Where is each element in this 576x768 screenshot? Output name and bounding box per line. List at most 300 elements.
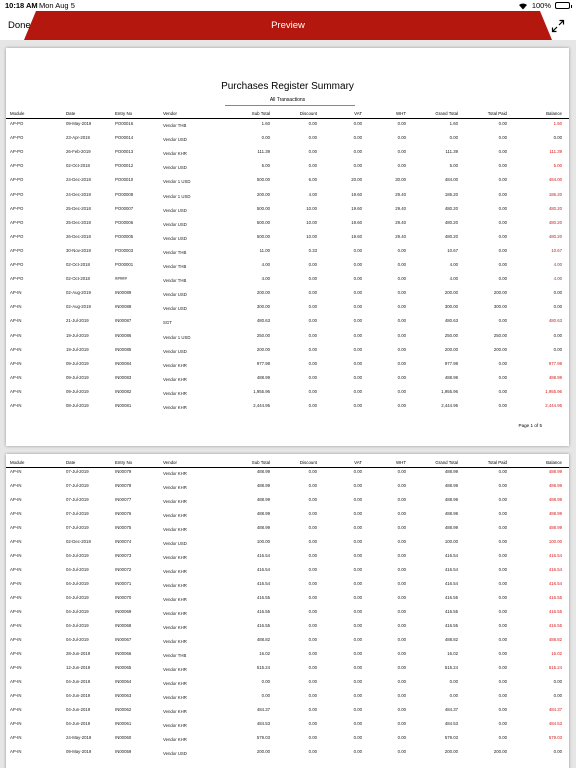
cell-vendor: Vendor KHR [163,485,187,490]
cell-balance: 111.39 [549,149,562,155]
cell-grand-total: 977.98 [444,360,458,366]
cell-vat: 0.00 [353,304,362,310]
cell-module: AP-IN [10,360,22,366]
cell-vat: 0.00 [353,553,362,558]
cell-discount: 6.00 [308,177,317,183]
cell-vat: 0.00 [353,595,362,600]
cell-date: 26-Dec-2018 [66,233,91,239]
cell-date: 28-Jun-2019 [66,651,91,656]
cell-discount: 0.00 [308,262,317,267]
cell-entry-no: IN00061 [115,721,132,726]
cell-sub-total: 488.99 [256,497,270,502]
cell-vendor: Vendor USD [163,207,187,213]
cell-wht: 0.00 [397,121,406,126]
cell-wht: 0.00 [397,290,406,296]
cell-date: 24-Dec-2018 [66,177,91,183]
cell-module: AP-IN [10,749,22,754]
cell-balance: 2,444.95 [545,403,562,408]
cell-entry-no: IN00076 [115,511,132,516]
cell-grand-total: 4.00 [449,262,458,267]
cell-balance: 186.20 [548,191,562,197]
cell-vat: 20.00 [351,177,362,183]
cell-balance: 488.82 [548,637,562,642]
cell-grand-total: 416.54 [444,581,458,586]
cell-wht: 0.00 [397,332,406,338]
cell-wht: 0.00 [397,567,406,572]
cell-entry-no: IN00073 [115,553,132,558]
table-row [6,623,569,633]
cell-discount: 0.00 [308,651,317,656]
cell-sub-total: 250.00 [256,332,270,338]
cell-total-paid: 0.00 [498,205,507,211]
cell-wht: 0.00 [397,679,406,684]
page-number: Page 1 of 5 [518,423,542,428]
cell-total-paid: 0.00 [498,149,507,155]
cell-wht: 0.00 [397,262,406,267]
cell-vat: 0.00 [353,346,362,352]
cell-date: 24-Dec-2018 [66,191,91,197]
cell-vendor: Vendor KHR [163,376,187,382]
col-balance: Balance [546,460,562,465]
cell-module: AP-PO [10,233,24,239]
cell-discount: 0.00 [308,539,317,544]
cell-sub-total: 488.99 [256,374,270,380]
cell-balance: 480.20 [548,205,562,211]
cell-date: 09-Jul-2019 [66,360,89,366]
table-row [6,262,569,272]
cell-entry-no: PO00010 [115,177,134,183]
cell-grand-total: 480.20 [444,233,458,239]
cell-balance: 484.53 [548,721,562,726]
cell-vendor: Vendor USD [163,541,187,546]
cell-date: 07-Jul-2019 [66,525,89,530]
cell-date: 02-Oct-2018 [66,276,90,282]
cell-discount: 0.00 [308,581,317,586]
cell-wht: 0.00 [397,749,406,754]
cell-discount: 0.00 [308,318,317,324]
cell-module: AP-PO [10,276,24,282]
cell-balance: 977.98 [548,360,562,366]
cell-entry-no: IN00081 [115,403,132,408]
cell-discount: 0.00 [308,525,317,530]
cell-vendor: Vendor THB [163,123,187,128]
report-page-2 [6,454,569,768]
cell-grand-total: 416.55 [444,623,458,628]
cell-module: AP-IN [10,469,22,474]
cell-date: 12-Jun-2019 [66,665,91,670]
table-row [6,192,569,202]
cell-date: 04-Jul-2019 [66,567,89,572]
done-button[interactable]: Done [8,20,31,31]
cell-grand-total: 250.00 [444,332,458,338]
cell-total-paid: 0.00 [498,651,507,656]
cell-sub-total: 484.53 [256,721,270,726]
cell-date: 04-Jul-2019 [66,581,89,586]
cell-sub-total: 515.24 [256,665,270,670]
cell-balance: 416.54 [548,581,562,586]
cell-vat: 19.60 [351,219,362,225]
cell-sub-total: 416.54 [256,553,270,558]
cell-total-paid: 0.00 [498,497,507,502]
cell-module: AP-PO [10,262,24,267]
cell-sub-total: 0.00 [261,679,270,684]
cell-wht: 0.00 [397,304,406,310]
table-row [6,333,569,343]
table-row [6,721,569,731]
cell-balance: 0.00 [553,135,562,141]
cell-vat: 0.00 [353,511,362,516]
cell-discount: 0.00 [308,403,317,408]
cell-wht: 0.00 [397,374,406,380]
cell-grand-total: 484.53 [444,721,458,726]
cell-total-paid: 0.00 [498,609,507,614]
cell-discount: 0.00 [308,374,317,380]
expand-icon[interactable] [551,19,565,33]
cell-vendor: Vendor KHR [163,625,187,630]
cell-total-paid: 200.00 [493,346,507,352]
cell-entry-no: IN00066 [115,651,132,656]
cell-grand-total: 0.00 [449,135,458,141]
cell-discount: 0.00 [308,360,317,366]
cell-vat: 0.00 [353,332,362,338]
cell-date: 26-Feb-2019 [66,149,91,155]
cell-module: AP-IN [10,403,22,408]
cell-module: AP-IN [10,290,22,296]
cell-wht: 29.40 [395,233,406,239]
cell-grand-total: 200.00 [444,290,458,296]
cell-total-paid: 0.00 [498,191,507,197]
cell-wht: 0.00 [397,735,406,740]
cell-date: 21-Jul-2019 [66,318,89,324]
header-divider [6,467,569,468]
cell-discount: 0.00 [308,721,317,726]
cell-vendor: Vendor THB [163,249,187,255]
cell-total-paid: 0.00 [498,483,507,488]
cell-date: 24-May-2019 [66,735,92,740]
table-row [6,234,569,244]
document-viewer[interactable] [0,40,576,768]
cell-vat: 0.00 [353,135,362,141]
cell-balance: 4.00 [553,262,562,267]
cell-wht: 0.00 [397,135,406,141]
cell-wht: 29.40 [395,191,406,197]
cell-entry-no: IN00088 [115,304,132,310]
report-title: Purchases Register Summary [221,81,354,92]
cell-sub-total: 500.00 [256,177,270,183]
cell-discount: 0.00 [308,707,317,712]
cell-sub-total: 416.54 [256,581,270,586]
cell-date: 02-Oct-2018 [66,262,90,267]
cell-vat: 0.00 [353,693,362,698]
report-subtitle: All Transactions [269,97,306,103]
cell-balance: 1.60 [553,121,562,126]
table-row [6,497,569,507]
cell-vat: 0.00 [353,637,362,642]
cell-total-paid: 0.00 [498,318,507,324]
cell-wht: 0.00 [397,360,406,366]
cell-vat: 0.00 [353,623,362,628]
cell-total-paid: 0.00 [498,247,507,253]
cell-module: AP-IN [10,539,22,544]
cell-wht: 0.00 [397,149,406,155]
cell-grand-total: 186.20 [444,191,458,197]
table-row [6,318,569,328]
cell-wht: 0.00 [397,665,406,670]
cell-sub-total: 500.00 [256,219,270,225]
cell-vendor: Vendor USD [163,221,187,227]
cell-discount: 0.00 [308,290,317,296]
cell-vendor: Vendor USD [163,235,187,241]
cell-vat: 0.00 [353,525,362,530]
cell-grand-total: 579.03 [444,735,458,740]
cell-module: AP-PO [10,121,24,126]
cell-module: AP-PO [10,149,24,155]
cell-date: 09-Jul-2019 [66,388,89,394]
cell-discount: 0.00 [308,135,317,141]
cell-grand-total: 16.02 [447,651,458,656]
cell-total-paid: 200.00 [493,290,507,296]
cell-total-paid: 0.00 [498,262,507,267]
cell-entry-no: PO00006 [115,219,134,225]
cell-module: AP-IN [10,651,22,656]
wifi-icon [518,2,528,10]
cell-vat: 0.00 [353,609,362,614]
table-row [6,595,569,605]
cell-wht: 0.00 [397,483,406,488]
cell-wht: 0.00 [397,525,406,530]
table-row [6,248,569,258]
cell-entry-no: PO00007 [115,205,134,211]
col-sub-total: Sub Total [251,111,270,116]
cell-vendor: Vendor 1 USD [163,334,191,340]
cell-sub-total: 416.55 [256,609,270,614]
cell-module: AP-IN [10,567,22,572]
cell-entry-no: IN00059 [115,749,132,754]
cell-vendor: Vendor KHR [163,695,187,700]
cell-vendor: Vendor KHR [163,597,187,602]
cell-module: AP-IN [10,374,22,380]
cell-vat: 0.00 [353,374,362,380]
cell-date: 07-Jul-2019 [66,483,89,488]
cell-total-paid: 0.00 [498,403,507,408]
cell-grand-total: 488.99 [444,497,458,502]
cell-grand-total: 1,955.96 [441,388,458,394]
cell-entry-no: PO00005 [115,233,134,239]
cell-date: 09-May-2019 [66,749,92,754]
cell-wht: 0.00 [397,318,406,324]
cell-sub-total: 480.63 [256,318,270,324]
cell-date: 04-Jun-2019 [66,707,91,712]
cell-date: 30-Nov-2018 [66,247,91,253]
cell-wht: 0.00 [397,469,406,474]
nav-title: Preview [271,20,305,31]
cell-balance: 16.02 [551,651,562,656]
cell-entry-no: IN00072 [115,567,132,572]
cell-grand-total: 484.37 [444,707,458,712]
cell-discount: 0.00 [308,388,317,394]
header-divider [6,118,569,119]
cell-total-paid: 0.00 [498,539,507,544]
cell-balance: 416.54 [548,567,562,572]
cell-sub-total: 1,955.96 [253,388,270,394]
cell-discount: 0.33 [308,247,317,253]
cell-total-paid: 0.00 [498,121,507,126]
table-row [6,304,569,314]
cell-vendor: Vendor USD [163,306,187,312]
table-row [6,637,569,647]
cell-sub-total: 200.00 [256,290,270,296]
cell-balance: 488.99 [548,497,562,502]
cell-vat: 0.00 [353,469,362,474]
cell-vat: 19.60 [351,233,362,239]
cell-vat: 0.00 [353,149,362,155]
cell-vendor: Vendor KHR [163,390,187,396]
cell-total-paid: 0.00 [498,595,507,600]
cell-balance: 484.37 [548,707,562,712]
cell-date: 09-Jul-2019 [66,374,89,380]
cell-module: AP-PO [10,219,24,225]
table-row [6,149,569,159]
cell-discount: 0.00 [308,276,317,282]
cell-vendor: Vendor THB [163,653,187,658]
cell-sub-total: 11.00 [259,247,270,253]
cell-balance: 4.00 [553,276,562,282]
cell-module: AP-IN [10,595,22,600]
cell-date: 02-Oct-2018 [66,163,90,169]
cell-sub-total: 16.02 [259,651,270,656]
table-row [6,347,569,357]
table-row [6,693,569,703]
cell-total-paid: 0.00 [498,679,507,684]
cell-vat: 0.00 [353,749,362,754]
cell-module: AP-PO [10,205,24,211]
status-time: 10:18 AM [5,1,38,10]
cell-discount: 10.00 [306,219,317,225]
cell-total-paid: 0.00 [498,721,507,726]
table-row [6,511,569,521]
title-divider [225,105,355,106]
cell-balance: 579.03 [548,735,562,740]
cell-discount: 10.00 [306,205,317,211]
cell-module: AP-IN [10,735,22,740]
cell-date: 04-Jun-2019 [66,721,91,726]
cell-grand-total: 100.00 [444,539,458,544]
cell-vendor: Vendor KHR [163,151,187,157]
table-row [6,290,569,300]
cell-vat: 0.00 [353,360,362,366]
table-row [6,177,569,187]
table-row [6,206,569,216]
cell-grand-total: 480.63 [444,318,458,324]
cell-vendor: Vendor KHR [163,667,187,672]
cell-total-paid: 0.00 [498,469,507,474]
cell-sub-total: 1.60 [261,121,270,126]
cell-total-paid: 0.00 [498,360,507,366]
cell-entry-no: IN00068 [115,623,132,628]
cell-module: AP-IN [10,388,22,394]
cell-sub-total: 484.37 [256,707,270,712]
battery-icon [555,2,570,9]
cell-balance: 100.00 [548,539,562,544]
cell-total-paid: 0.00 [498,553,507,558]
table-row [6,469,569,479]
cell-grand-total: 10.67 [447,247,458,253]
table-header [6,111,569,118]
cell-entry-no: IN00083 [115,374,132,380]
cell-total-paid: 0.00 [498,276,507,282]
cell-date: 04-Jul-2019 [66,595,89,600]
cell-vat: 0.00 [353,567,362,572]
cell-module: AP-PO [10,191,24,197]
cell-balance: 488.99 [548,511,562,516]
col-module: Module [10,460,25,465]
col-date: Date [66,111,76,116]
cell-sub-total: 2,444.95 [253,403,270,408]
cell-balance: 488.99 [548,374,562,380]
cell-balance: 10.67 [551,247,562,253]
cell-vendor: Vendor KHR [163,499,187,504]
cell-discount: 0.00 [308,469,317,474]
cell-module: AP-IN [10,525,22,530]
cell-balance: 416.54 [548,553,562,558]
cell-sub-total: 416.55 [256,595,270,600]
cell-grand-total: 480.20 [444,205,458,211]
cell-wht: 0.00 [397,651,406,656]
cell-discount: 0.00 [308,332,317,338]
cell-grand-total: 488.99 [444,525,458,530]
cell-balance: 1,955.96 [545,388,562,394]
cell-grand-total: 480.20 [444,219,458,225]
cell-discount: 0.00 [308,121,317,126]
cell-vendor: SGT [163,320,172,326]
cell-discount: 0.00 [308,497,317,502]
cell-vendor: Vendor KHR [163,405,187,410]
col-entry-no: Entry No [115,111,133,116]
cell-vendor: Vendor KHR [163,362,187,368]
cell-module: AP-IN [10,304,22,310]
cell-vat: 0.00 [353,388,362,394]
cell-total-paid: 200.00 [493,749,507,754]
table-row [6,163,569,173]
cell-sub-total: 4.00 [261,262,270,267]
cell-total-paid: 0.00 [498,665,507,670]
cell-balance: 416.55 [548,623,562,628]
cell-entry-no: IN00063 [115,693,132,698]
cell-date: 19-Jul-2019 [66,332,89,338]
cell-date: 19-Jul-2019 [66,346,89,352]
status-date: Mon Aug 5 [39,1,75,10]
cell-date: 04-Jul-2019 [66,609,89,614]
table-row [6,389,569,399]
cell-total-paid: 0.00 [498,567,507,572]
cell-sub-total: 100.00 [256,539,270,544]
cell-vendor: Vendor USD [163,165,187,171]
cell-entry-no: IN00079 [115,469,132,474]
table-row [6,553,569,563]
cell-module: AP-PO [10,135,24,141]
cell-date: 25-Dec-2018 [66,219,91,225]
cell-vendor: Vendor USD [163,348,187,354]
cell-module: AP-IN [10,332,22,338]
cell-vat: 0.00 [353,679,362,684]
cell-discount: 4.00 [308,191,317,197]
cell-total-paid: 250.00 [493,332,507,338]
cell-vendor: Vendor KHR [163,681,187,686]
table-row [6,375,569,385]
cell-entry-no: IN00075 [115,525,132,530]
cell-wht: 0.00 [397,595,406,600]
cell-grand-total: 0.00 [449,679,458,684]
